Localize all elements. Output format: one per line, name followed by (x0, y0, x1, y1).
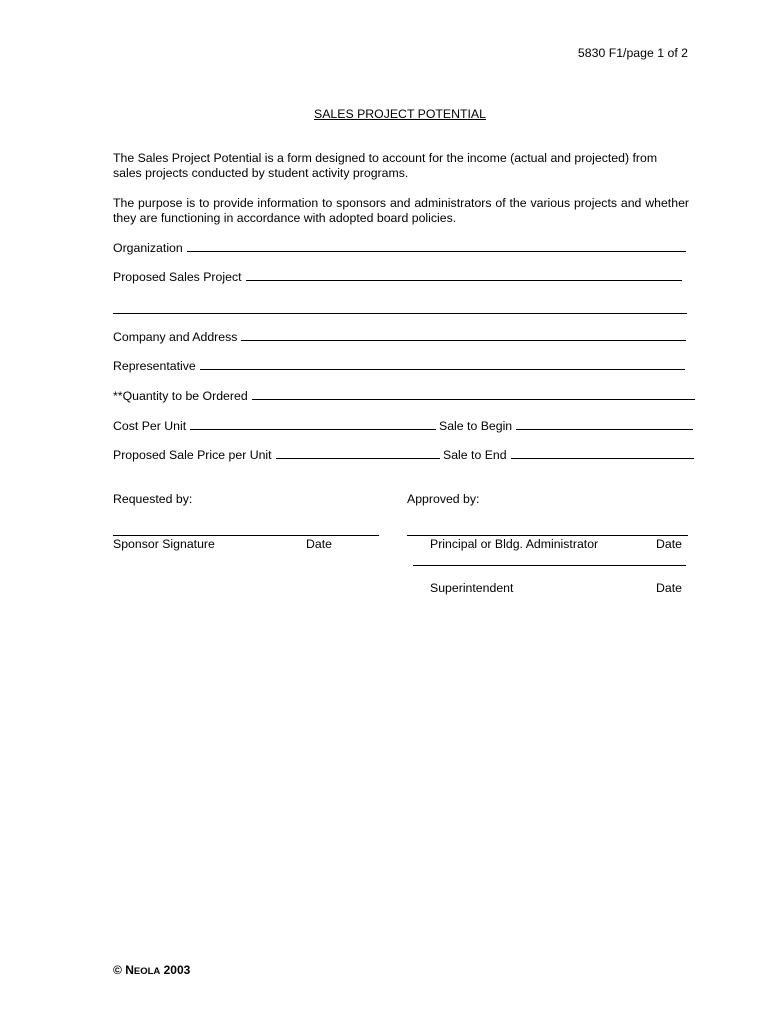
publisher-name-rest: EOLA (133, 966, 161, 977)
proposed-sales-project-continuation-line[interactable] (113, 312, 687, 314)
proposed-sales-project-input-line[interactable] (246, 269, 682, 281)
sponsor-signature-label: Sponsor Signature (113, 537, 215, 551)
sale-to-end-label: Sale to End (443, 448, 507, 462)
proposed-sale-price-input-line[interactable] (276, 447, 440, 459)
sponsor-date-label: Date (306, 537, 332, 551)
requested-by-label: Requested by: (113, 492, 193, 506)
quantity-label: **Quantity to be Ordered (113, 389, 248, 403)
representative-label: Representative (113, 359, 196, 373)
organization-input-line[interactable] (187, 240, 686, 252)
cost-per-unit-input-line[interactable] (190, 418, 436, 430)
company-address-field[interactable] (113, 329, 686, 345)
copyright-symbol: © (113, 963, 122, 977)
principal-signature-line[interactable] (407, 534, 688, 536)
company-address-label: Company and Address (113, 330, 238, 344)
organization-label: Organization (113, 241, 183, 255)
superintendent-signature-line[interactable] (413, 564, 686, 566)
proposed-sales-project-field[interactable] (113, 269, 682, 285)
copyright-footer (113, 963, 190, 979)
intro-paragraph-2: The purpose is to provide information to sponsors and administrators of the various projects and whether they are functioning in accordance with adopted board policies. (113, 196, 689, 225)
proposed-sales-project-label: Proposed Sales Project (113, 270, 242, 284)
principal-label: Principal or Bldg. Administrator (430, 537, 599, 551)
proposed-sale-price-field[interactable] (113, 447, 440, 463)
sale-to-end-field[interactable] (443, 447, 694, 463)
sale-to-begin-field[interactable] (439, 418, 693, 434)
intro-paragraph-1: The Sales Project Potential is a form designed to account for the income (actual and projected) from sales projects conducted by student activity programs. (113, 151, 658, 180)
superintendent-label: Superintendent (430, 581, 514, 595)
quantity-field[interactable] (113, 388, 695, 404)
representative-input-line[interactable] (200, 358, 685, 370)
cost-per-unit-label: Cost Per Unit (113, 419, 187, 433)
company-address-input-line[interactable] (241, 329, 686, 341)
superintendent-date-label: Date (656, 581, 682, 595)
approved-by-label: Approved by: (407, 492, 480, 506)
principal-date-label: Date (656, 537, 682, 551)
sale-to-end-input-line[interactable] (511, 447, 694, 459)
sale-to-begin-input-line[interactable] (516, 418, 693, 430)
quantity-input-line[interactable] (252, 388, 695, 400)
publisher-initial: N (125, 963, 134, 977)
organization-field[interactable] (113, 240, 686, 256)
sale-to-begin-label: Sale to Begin (439, 419, 513, 433)
sponsor-signature-line[interactable] (113, 534, 379, 536)
form-title: SALES PROJECT POTENTIAL (314, 107, 486, 121)
page-reference: 5830 F1/page 1 of 2 (577, 46, 688, 60)
representative-field[interactable] (113, 358, 685, 374)
proposed-sale-price-label: Proposed Sale Price per Unit (113, 448, 272, 462)
cost-per-unit-field[interactable] (113, 418, 436, 434)
copyright-year: 2003 (163, 963, 191, 977)
